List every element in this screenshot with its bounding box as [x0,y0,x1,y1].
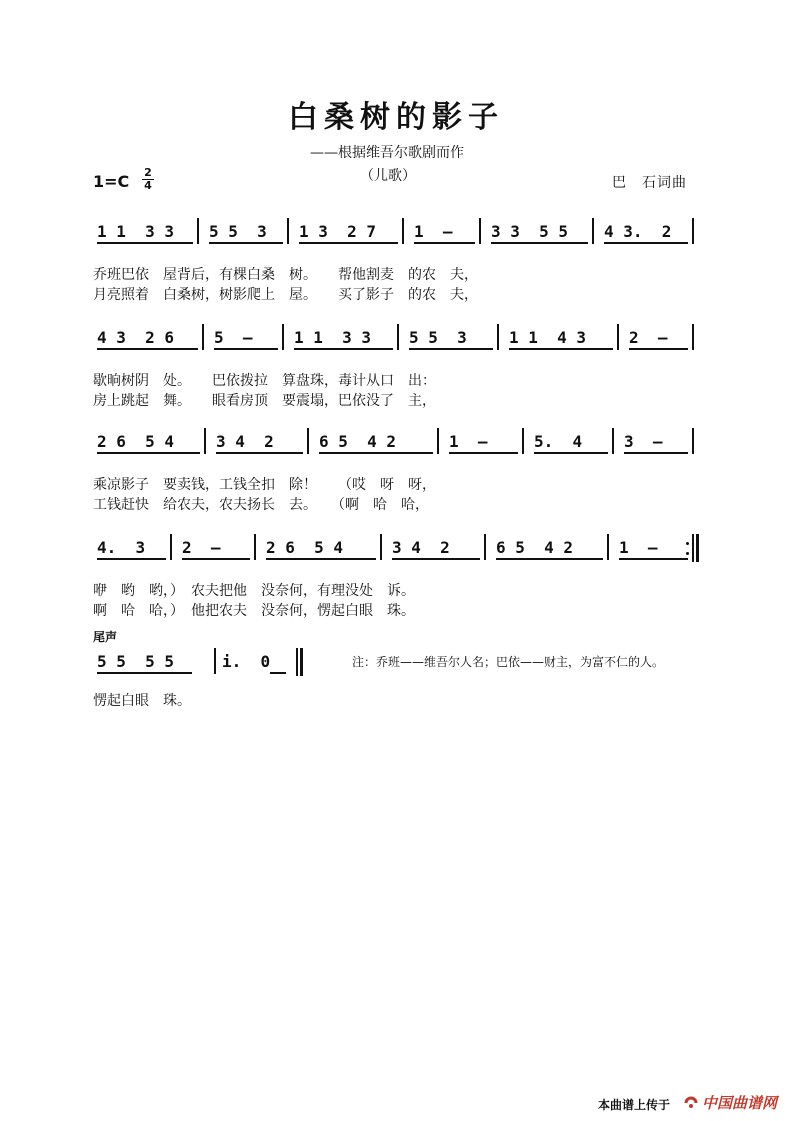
time-top: 2 [142,167,154,180]
bar-line [692,218,694,244]
time-bottom: 4 [144,179,152,192]
measure-notes: 4 3. 2 [604,222,672,241]
bar-line [484,534,486,560]
repeat-bar-thin [692,534,694,562]
note-beam [409,348,493,350]
upload-footer: 本曲谱上传于 [598,1098,671,1112]
note-beam [299,242,398,244]
bar-line [307,428,309,454]
note-beam [509,348,613,350]
note-beam [97,558,166,560]
lyric-line-2: 房上跳起 舞。 眼看房顶 要震塌，巴依没了 主， [93,393,436,409]
measure-notes: 1 1 3 3 [97,222,175,241]
lyric-line-2: 月亮照着 白桑树，树影爬上 屋。 买了影子 的农 夫， [93,287,478,303]
measure-notes: 4 3 2 6 [97,328,175,347]
bar-line [617,324,619,350]
repeat-dot [686,542,689,545]
composer-credit: 巴 石词曲 [612,175,687,191]
measure-notes: 1 1 3 3 [294,328,372,347]
coda-notes: 5 5 5 5 [97,652,175,671]
measure-notes: 4. 3 [97,538,146,557]
measure-notes: 5 5 3 [209,222,267,241]
song-subtitle: ——根据维吾尔歌剧而作 [310,145,464,161]
measure-notes: 5. 4 [534,432,583,451]
bar-line [497,324,499,350]
coda-label: 尾声 [93,630,118,644]
lyric-line-1: 咿 哟 哟，） 农夫把他 没奈何，有理没处 诉。 [93,583,415,599]
bar-line [202,324,204,350]
note-beam [266,558,376,560]
note-beam [97,348,198,350]
measure-notes: 3 4 2 [392,538,450,557]
note-beam [496,558,603,560]
measure-notes: 2 6 5 4 [266,538,344,557]
note-beam [491,242,588,244]
note-beam [97,672,192,674]
bar-line [692,428,694,454]
measure-notes: 3 4 2 [216,432,274,451]
final-bar-thin [296,648,298,676]
site-logo: 中国曲谱网 [702,1094,778,1112]
bar-line [522,428,524,454]
note-beam [624,452,688,454]
note-beam [216,452,303,454]
repeat-dot [686,552,689,555]
note-beam [270,672,286,674]
bar-line [592,218,594,244]
measure-notes: 1 – [414,222,453,241]
measure-notes: 1 3 2 7 [299,222,377,241]
bar-line [402,218,404,244]
bar-line [197,218,199,244]
note-beam [182,558,250,560]
note-beam [449,452,518,454]
bar-line [254,534,256,560]
note-beam [209,242,283,244]
note-beam [294,348,393,350]
measure-notes: 2 – [182,538,221,557]
coda-notes: i. 0 [222,652,271,671]
measure-notes: 6 5 4 2 [319,432,397,451]
song-title: 白桑树的影子 [288,100,504,135]
coda-lyric: 愣起白眼 珠。 [93,693,191,709]
note-beam [214,348,278,350]
note-beam [619,558,688,560]
repeat-bar-thick [696,534,699,562]
bar-line [397,324,399,350]
measure-notes: 1 1 4 3 [509,328,587,347]
measure-notes: 5 – [214,328,253,347]
bar-line [204,428,206,454]
note-beam [629,348,688,350]
bar-line [170,534,172,560]
key-signature: 1=C [93,172,130,191]
lyric-line-1: 乔班巴依 屋背后，有棵白桑 树。 帮他割麦 的农 夫， [93,267,478,283]
time-signature [142,167,154,192]
bar-line [479,218,481,244]
bar-line [437,428,439,454]
song-genre: （儿歌） [360,168,416,184]
bar-line [214,648,216,674]
measure-notes: 5 5 3 [409,328,467,347]
measure-notes: 2 6 5 4 [97,432,175,451]
bar-line [287,218,289,244]
note-beam [604,242,688,244]
note-beam [97,242,193,244]
lyric-line-2: 啊 哈 哈，） 他把农夫 没奈何，愣起白眼 珠。 [93,603,415,619]
note-beam [319,452,433,454]
annotation-note: 注：乔班——维吾尔人名；巴依——财主，为富不仁的人。 [352,655,665,669]
site-logo-icon [684,1096,700,1110]
note-beam [97,452,200,454]
note-beam [392,558,480,560]
lyric-line-2: 工钱赶快 给农夫，农夫扬长 去。 （啊 哈 哈， [93,497,429,513]
lyric-line-1: 歇晌树阴 处。 巴依拨拉 算盘珠，毒计从口 出： [93,373,436,389]
final-bar-thick [300,648,303,676]
note-beam [414,242,475,244]
bar-line [282,324,284,350]
bar-line [607,534,609,560]
measure-notes: 2 – [629,328,668,347]
measure-notes: 6 5 4 2 [496,538,574,557]
measure-notes: 3 3 5 5 [491,222,569,241]
bar-line [692,324,694,350]
bar-line [380,534,382,560]
bar-line [612,428,614,454]
measure-notes: 1 – [449,432,488,451]
measure-notes: 1 – [619,538,658,557]
lyric-line-1: 乘凉影子 要卖钱，工钱全扣 除！ （哎 呀 呀， [93,477,436,493]
measure-notes: 3 – [624,432,663,451]
note-beam [534,452,608,454]
